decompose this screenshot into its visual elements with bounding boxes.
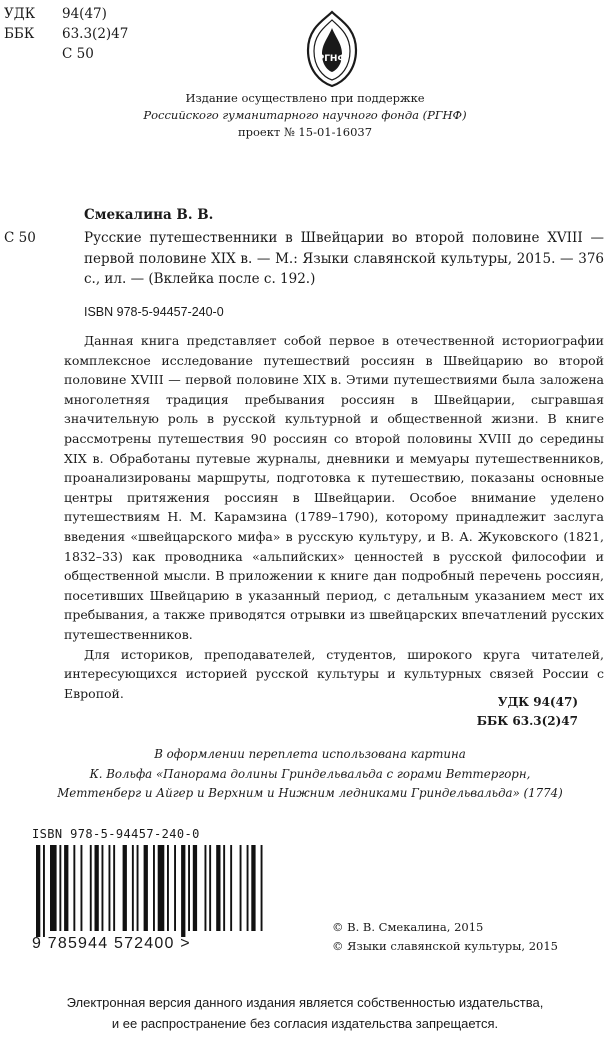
code-value: С 50 bbox=[62, 46, 94, 62]
author-name: Смекалина В. В. bbox=[84, 207, 214, 223]
code-key: ББК bbox=[4, 26, 35, 42]
barcode-bar bbox=[247, 845, 249, 931]
electronic-version-notice bbox=[20, 992, 590, 1034]
barcode-bar bbox=[137, 845, 139, 931]
funding-line-2 bbox=[60, 107, 550, 124]
barcode-digits: 9 785944 572400 > bbox=[32, 935, 191, 952]
barcode-bar bbox=[209, 845, 211, 931]
barcode-bar bbox=[230, 845, 232, 931]
abstract-paragraph: Данная книга представляет собой первое в отечественной историографии комплексное исследование путешествий россиян в Швейцарию во второй половине XVIII — первой половине XIX в. Этими путешествиями была заложена многолетняя традиция пребывания россиян в Швейцарии, сыгравшая значительную роль в русской культурной и общественной жизни. В книге рассмотрены путешествия 90 россиян со второй половины XVIII до середины XIX в. Обработаны путевые журналы, дневники и мемуары путешественников, проанализированы маршруты, подготовка к путешествию, показаны основные центры притяжения россиян в Швейцарии. Особое внимание уделено путешествиям Н. М. Карамзина (1789–1790), которому принадлежит заслуга введения «швейцарского мифа» в русскую культуру, и В. А. Жуковского (1821, 1832–33) как проводника «альпийских» ценностей в русской философии и общественной мысли. В приложении к книге дан подробный перечень россиян, посетивших Швейцарию в указанный период, с детальным указанием мест их пребывания, а также приводятся отрывки из швейцарских впечатлений русских путешественников. bbox=[64, 333, 604, 642]
barcode-bar bbox=[240, 845, 242, 931]
copyright-publisher: © Языки славянской культуры, 2015 bbox=[332, 939, 558, 953]
barcode-bar bbox=[109, 845, 111, 931]
barcode-bar bbox=[43, 845, 45, 937]
barcode-bar bbox=[102, 845, 104, 931]
abstract-paragraph: Для историков, преподавателей, студентов, широкого круга читателей, интересующихся историей русской культуры и культурных связей России с Европой. bbox=[64, 646, 604, 701]
barcode-bar bbox=[181, 845, 185, 937]
funding-foundation: Российского гуманитарного научного фонда (РГНФ) bbox=[143, 108, 467, 122]
notice-line-1: Электронная версия данного издания является собственностью издательства, bbox=[66, 995, 544, 1010]
barcode-bar bbox=[251, 845, 255, 931]
classification-summary bbox=[477, 693, 578, 731]
barcode-bar bbox=[174, 845, 176, 931]
barcode-bar bbox=[158, 845, 165, 931]
notice-line-2: и ее распространение без согласия издательства запрещается. bbox=[111, 1016, 499, 1031]
isbn-line: ISBN 978-5-94457-240-0 bbox=[84, 305, 224, 319]
barcode-bar bbox=[216, 845, 220, 931]
barcode-bar bbox=[81, 845, 83, 931]
isbn-barcode bbox=[32, 827, 272, 953]
code-row-udk bbox=[4, 4, 128, 24]
logo-text: РГНФ bbox=[317, 54, 347, 64]
barcode-bar bbox=[188, 845, 190, 931]
code-key bbox=[4, 44, 62, 64]
udk-code: УДК 94(47) bbox=[497, 695, 578, 709]
rgnf-emblem-icon bbox=[302, 8, 362, 88]
code-value: 94(47) bbox=[62, 6, 107, 22]
barcode-bar bbox=[132, 845, 134, 931]
cover-note-line-3: Меттенберг и Айгер и Верхним и Нижним ледниками Гриндельвальда» (1774) bbox=[57, 786, 563, 800]
barcode-bar bbox=[90, 845, 92, 931]
barcode-bars bbox=[32, 845, 268, 937]
barcode-bar bbox=[223, 845, 225, 931]
barcode-bar bbox=[153, 845, 155, 931]
code-key: УДК bbox=[4, 6, 36, 22]
cover-art-note bbox=[30, 745, 590, 804]
code-row-author-mark bbox=[4, 44, 128, 64]
funding-line-1: Издание осуществлено при поддержке bbox=[185, 91, 425, 105]
rgnf-emblem-svg bbox=[302, 8, 362, 88]
barcode-bar bbox=[261, 845, 263, 931]
code-value: 63.3(2)47 bbox=[62, 26, 129, 42]
barcode-bar bbox=[73, 845, 75, 931]
classification-codes bbox=[4, 4, 128, 64]
title-text: Русские путешественники в Швейцарии во второй половине XVIII — первой половине XIX в. — М.: Языки славянской культуры, 2015. — 376 с., ил. — (Вклейка после с. 192.) bbox=[84, 230, 604, 287]
code-row-bbk bbox=[4, 24, 128, 44]
barcode-bar bbox=[95, 845, 99, 931]
abstract bbox=[64, 331, 604, 703]
funding-note bbox=[60, 90, 550, 141]
call-number: С 50 bbox=[4, 230, 36, 246]
barcode-bar bbox=[167, 845, 169, 931]
cover-note-line-1: В оформлении переплета использована картина bbox=[154, 747, 466, 761]
barcode-bar bbox=[64, 845, 68, 931]
barcode-bar bbox=[205, 845, 207, 931]
barcode-isbn-text: ISBN 978-5-94457-240-0 bbox=[32, 827, 200, 841]
barcode-bar bbox=[59, 845, 61, 931]
barcode-bar bbox=[36, 845, 40, 937]
barcode-bar bbox=[113, 845, 115, 931]
funding-line-3: проект № 15-01-16037 bbox=[237, 125, 373, 139]
bibliographic-title bbox=[84, 228, 604, 290]
copyright bbox=[332, 918, 558, 956]
copyright-author: © В. В. Смекалина, 2015 bbox=[332, 920, 484, 934]
bbk-code: ББК 63.3(2)47 bbox=[476, 714, 578, 728]
barcode-bar bbox=[123, 845, 127, 931]
barcode-bar bbox=[50, 845, 57, 931]
barcode-bar bbox=[193, 845, 197, 931]
cover-note-line-2: К. Вольфа «Панорама долины Гриндельвальда с горами Веттергорн, bbox=[89, 766, 531, 781]
barcode-bar bbox=[144, 845, 148, 931]
